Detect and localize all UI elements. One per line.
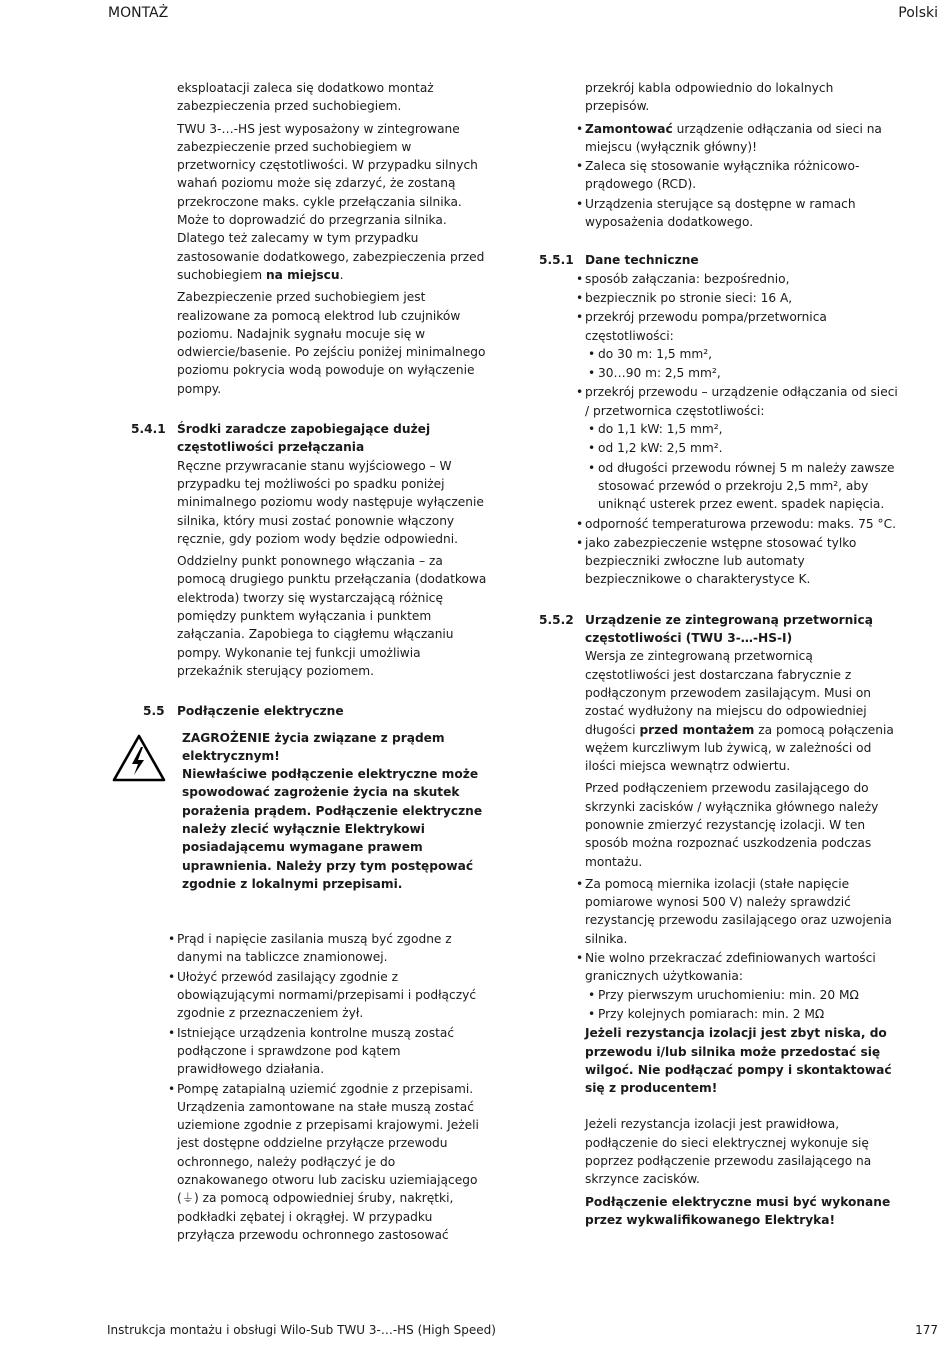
continued-text: przekrój kabla odpowiednio do lokalnych przepisów. <box>585 81 834 114</box>
list-item: • Pompę zatapialną uziemić zgodnie z przepisami. Urządzenia zamontowane na stałe muszą zostać uziemione zgodnie z przepisami krajowymi. Jeżeli jest dostępne oddzielne przyłącze przewodu ochronnego, należy podłączyć je do oznakowanego otworu lub zacisku uziemiającego (⏚) za pomocą odpowiedniej śruby, nakrętki, podkładki zębatej i okrągłej. W przypadku przyłącza przewodu ochronnego zastosować <box>177 1080 487 1245</box>
section-heading-5-5-2 <box>539 611 900 648</box>
header-language: Polski <box>898 5 938 21</box>
list-item: • jako zabezpieczenie wstępne stosować tylko bezpieczniki zwłoczne lub automaty bezpiecznikowe o charakterystyce K. <box>585 534 900 589</box>
intro-paragraph-1: eksploatacji zaleca się dodatkowo montaż zabezpieczenia przed suchobiegiem. <box>177 81 434 114</box>
electric-hazard-icon <box>111 733 167 783</box>
connection-notes-list <box>585 120 900 232</box>
list-item-bold: Zamontować <box>585 121 673 136</box>
list-item-text: przekrój przewodu – urządzenie odłączania od sieci / przetwornica częstotliwości: <box>585 385 898 418</box>
list-item: • Zaleca się stosowanie wyłącznika różnicowo-prądowego (RCD). <box>585 157 900 194</box>
danger-warning <box>182 729 487 894</box>
intro-bold-text: na miejscu <box>265 267 340 282</box>
list-item: • Za pomocą miernika izolacji (stałe napięcie pomiarowe wynosi 500 V) należy sprawdzić rezystancję przewodu zasilającego oraz uzwojenia silnika. <box>585 875 900 948</box>
footer-document-title: Instrukcja montażu i obsługi Wilo-Sub TWU 3-…-HS (High Speed) <box>107 1323 496 1337</box>
list-item <box>585 383 900 513</box>
list-item: • Istniejące urządzenia kontrolne muszą zostać podłączone i sprawdzone pod kątem prawidłowego działania. <box>177 1024 487 1079</box>
sub-list-item: • Przy kolejnych pomiarach: min. 2 MΩ <box>588 1005 900 1023</box>
paragraph-bold-text: przed montażem <box>639 722 755 737</box>
list-item: • Prąd i napięcie zasilania muszą być zgodne z danymi na tabliczce znamionowej. <box>177 930 487 967</box>
section-5-5-2-paragraph-1 <box>585 647 900 775</box>
list-item-text: przekrój przewodu pompa/przetwornica częstotliwości: <box>585 310 827 343</box>
left-column <box>131 79 487 1245</box>
section-number: 5.5.2 <box>539 612 574 627</box>
section-title: Urządzenie ze zintegrowaną przetwornicą częstotliwości (TWU 3-…-HS-I) <box>585 612 873 646</box>
section-number: 5.5 <box>143 704 165 719</box>
section-5-5-2-paragraph-2: Przed podłączeniem przewodu zasilającego do skrzynki zacisków / wyłącznika głównego należy ponownie zmierzyć rezystancję izolacji. W ten sposób można rozpoznać uszkodzenia podczas montażu. <box>585 781 879 869</box>
intro-paragraph-2 <box>177 120 487 285</box>
section-title: Dane techniczne <box>585 253 699 268</box>
list-item: • Urządzenia sterujące są dostępne w ramach wyposażenia dodatkowego. <box>585 195 900 232</box>
insulation-test-list <box>585 875 900 1098</box>
list-item: • sposób załączania: bezpośrednio, <box>585 270 900 288</box>
list-item: • bezpiecznik po stronie sieci: 16 A, <box>585 289 900 307</box>
section-heading-5-5 <box>143 702 487 720</box>
list-item <box>585 308 900 382</box>
electrical-requirements-list <box>177 930 487 1244</box>
electrician-notice: Podłączenie elektryczne musi być wykonane przez wykwalifikowanego Elektryka! <box>585 1194 891 1227</box>
section-number: 5.4.1 <box>131 422 166 437</box>
paragraph-text: za pomocą połączenia wężem kurczliwym lub żywicą, w zależności od ilości miejsca wewnątrz odwiertu. <box>585 722 894 774</box>
sub-list-item: • od 1,2 kW: 2,5 mm². <box>588 439 900 457</box>
warning-title: ZAGROŻENIE życia związane z prądem elektrycznym! <box>182 730 445 763</box>
sub-list-item: • do 30 m: 1,5 mm², <box>588 345 900 363</box>
list-item: • Ułożyć przewód zasilający zgodnie z obowiązującymi normami/przepisami i podłączyć zgodnie z przeznaczeniem żył. <box>177 968 487 1023</box>
section-5-5-2-paragraph-3: Jeżeli rezystancja izolacji jest prawidłowa, podłączenie do sieci elektrycznej wykonuje się poprzez podłączenie przewodu zasilającego na skrzynce zacisków. <box>585 1117 872 1187</box>
warning-text: Niewłaściwe podłączenie elektryczne może spowodować zagrożenie życia na skutek porażenia prądem. Podłączenie elektryczne należy zlecić wyłącznie Elektrykowi posiadającemu wymagane prawem uprawnienia. Należy przy tym postępować zgodnie z lokalnymi przepisami. <box>182 767 483 891</box>
paragraph-text: Wersja ze zintegrowaną przetwornicą częstotliwości jest dostarczana fabrycznie z podłączonym przewodem zasilającym. Musi on zostać wydłużony na miejscu do odpowiedniej długości <box>585 649 872 737</box>
sub-list <box>588 420 900 513</box>
page-number: 177 <box>915 1323 938 1337</box>
sub-list-item: • 30…90 m: 2,5 mm², <box>588 364 900 382</box>
sub-list <box>588 345 900 383</box>
intro-text: TWU 3-…-HS jest wyposażony w zintegrowane zabezpieczenie przed suchobiegiem w przetwornicy częstotliwości. W przypadku silnych wahań poziomu może się zdarzyć, że zostaną przekroczone maks. cykle przełączania silnika. Może to doprowadzić do przegrzania silnika. Dlatego też zalecamy w tym przypadku zastosowanie dodatkowego, zabezpieczenia przed suchobiegiem <box>177 121 485 282</box>
section-title: Środki zaradcze zapobiegające dużej częstotliwości przełączania <box>177 422 431 455</box>
list-item <box>585 949 900 1097</box>
section-title: Podłączenie elektryczne <box>177 704 344 719</box>
sub-list-item: • Przy pierwszym uruchomieniu: min. 20 MΩ <box>588 986 900 1004</box>
section-heading-5-4-1 <box>131 420 487 457</box>
section-heading-5-5-1 <box>539 251 900 269</box>
list-item <box>585 120 900 157</box>
section-5-4-1-paragraph-1: Ręczne przywracanie stanu wyjściowego – W przypadku tej możliwości po spadku poniżej minimalnego poziomu wody następuje wyłączenie silnika, który musi zostać ponownie włączony ręcznie, gdy poziom wody będzie odpowiedni. <box>177 458 484 546</box>
sub-list-item: • od długości przewodu równej 5 m należy zawsze stosować przewód o przekroju 2,5 mm², aby uniknąć usterek przez ewent. spadek napięcia. <box>588 459 900 514</box>
section-5-4-1-paragraph-2: Oddzielny punkt ponownego włączania – za pomocą drugiego punktu przełączania (dodatkowa elektroda) tworzy się wystarczającą różnicę pomiędzy punktem wyłączania i punktem załączania. Zapobiega to ciągłemu włączaniu pompy. Wykonanie tej funkcji umożliwia przekaźnik sterujący poziomem. <box>177 554 487 678</box>
section-number: 5.5.1 <box>539 253 574 268</box>
sub-list <box>588 986 900 1024</box>
right-column <box>539 79 900 1233</box>
intro-period: . <box>339 267 344 282</box>
sub-list-item: • do 1,1 kW: 1,5 mm², <box>588 420 900 438</box>
list-item-text: Nie wolno przekraczać zdefiniowanych wartości granicznych użytkowania: <box>585 951 876 984</box>
list-item-text: urządzenie odłączania od sieci na miejscu (wyłącznik główny)! <box>585 121 882 154</box>
insulation-warning: Jeżeli rezystancja izolacji jest zbyt niska, do przewodu i/lub silnika może przedostać się wilgoć. Nie podłączać pompy i skontaktować się z producentem! <box>585 1026 892 1096</box>
list-item: • odporność temperaturowa przewodu: maks. 75 °C. <box>585 515 900 533</box>
header-section-title: MONTAŻ <box>108 5 169 21</box>
technical-data-list <box>585 270 900 589</box>
intro-paragraph-3: Zabezpieczenie przed suchobiegiem jest realizowane za pomocą elektrod lub czujników poziomu. Nadajnik sygnału mocuje się w odwiercie/basenie. Po zejściu poniżej minimalnego poziomu pokrycia wodą powoduje on wyłączenie pompy. <box>177 290 486 396</box>
